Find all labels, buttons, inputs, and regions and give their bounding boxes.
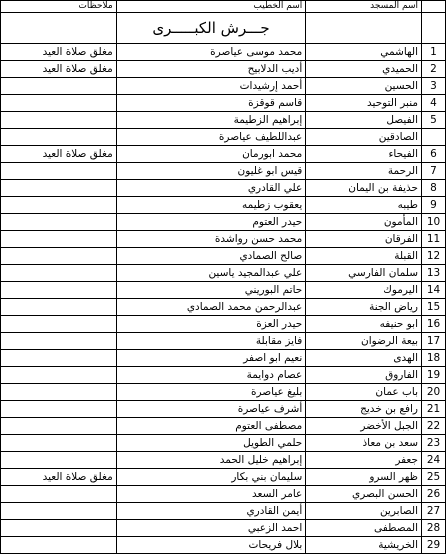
khatib-cell: علي عبدالمجيد ياسين (116, 265, 306, 282)
khatib-cell: بلال فريحات (116, 537, 306, 554)
notes-cell: مغلق صلاة العيد (1, 61, 117, 78)
notes-cell (1, 520, 117, 537)
notes-cell (1, 452, 117, 469)
mosque-cell: المصطفى (306, 520, 422, 537)
table-row (1, 95, 446, 112)
table-row (1, 401, 446, 418)
mosque-cell: الفيصل (306, 112, 422, 129)
table-row (1, 418, 446, 435)
area-title: جـــرش الكبـــــرى (116, 13, 306, 44)
khatib-cell: أحمد إرشيدات (116, 78, 306, 95)
table-row (1, 469, 446, 486)
header-notes: ملاحظات (1, 1, 117, 13)
mosque-cell: المأمون (306, 214, 422, 231)
notes-cell (1, 282, 117, 299)
mosque-cell: الهدى (306, 350, 422, 367)
table-row (1, 180, 446, 197)
notes-cell (1, 418, 117, 435)
mosque-cell: اليرموك (306, 282, 422, 299)
notes-cell (1, 486, 117, 503)
khatib-cell: حاتم البوريني (116, 282, 306, 299)
table-row (1, 384, 446, 401)
khatib-cell: علي القادري (116, 180, 306, 197)
notes-cell (1, 163, 117, 180)
number-cell: 19 (422, 367, 446, 384)
notes-cell (1, 180, 117, 197)
number-cell: 28 (422, 520, 446, 537)
mosque-cell: طيبه (306, 197, 422, 214)
khatib-cell: إبراهيم الزطيمة (116, 112, 306, 129)
khatib-cell: عامر السعد (116, 486, 306, 503)
notes-cell (1, 316, 117, 333)
khatib-cell: عصام دوايمة (116, 367, 306, 384)
table-row (1, 282, 446, 299)
number-cell: 11 (422, 231, 446, 248)
number-cell: 17 (422, 333, 446, 350)
mosque-cell: منبر التوحيد (306, 95, 422, 112)
mosque-cell: رياض الجنة (306, 299, 422, 316)
khatib-cell: حيدر العزة (116, 316, 306, 333)
notes-cell (1, 265, 117, 282)
mosque-cell: الهاشمي (306, 44, 422, 61)
number-cell: 12 (422, 248, 446, 265)
table-row (1, 503, 446, 520)
khatib-cell: حيدر العتوم (116, 214, 306, 231)
notes-cell (1, 503, 117, 520)
number-cell: 14 (422, 282, 446, 299)
khatib-cell: قاسم قوقزة (116, 95, 306, 112)
mosque-cell: ظهر السرو (306, 469, 422, 486)
table-row (1, 112, 446, 129)
khatib-cell: أديب الدلابيح (116, 61, 306, 78)
number-cell: 10 (422, 214, 446, 231)
khatib-cell: سليمان بني بكار (116, 469, 306, 486)
mosque-cell: ابو حنيفه (306, 316, 422, 333)
mosque-cell: القبلة (306, 248, 422, 265)
mosque-cell: بيعة الرضوان (306, 333, 422, 350)
mosque-cell: الحسين (306, 78, 422, 95)
title-number-cell (422, 13, 446, 44)
notes-cell (1, 231, 117, 248)
table-row (1, 197, 446, 214)
number-cell: 15 (422, 299, 446, 316)
number-cell: 23 (422, 435, 446, 452)
notes-cell (1, 333, 117, 350)
number-cell (422, 129, 446, 146)
notes-cell (1, 197, 117, 214)
table-row (1, 486, 446, 503)
notes-cell (1, 299, 117, 316)
title-mosque-cell (306, 13, 422, 44)
table-row (1, 520, 446, 537)
table-row (1, 367, 446, 384)
number-cell: 21 (422, 401, 446, 418)
khatib-cell: فايز مقابلة (116, 333, 306, 350)
notes-cell: مغلق صلاة العيد (1, 44, 117, 61)
notes-cell (1, 95, 117, 112)
khatib-cell: محمد موسى عياصرة (116, 44, 306, 61)
table-row (1, 350, 446, 367)
table-row (1, 78, 446, 95)
header-mosque: اسم المسجد (306, 1, 422, 13)
notes-cell: مغلق صلاة العيد (1, 469, 117, 486)
notes-cell (1, 214, 117, 231)
mosque-cell: الفرقان (306, 231, 422, 248)
number-cell: 20 (422, 384, 446, 401)
table-row (1, 299, 446, 316)
table-row (1, 129, 446, 146)
number-cell: 2 (422, 61, 446, 78)
khatib-cell: صالح الصمادي (116, 248, 306, 265)
notes-cell (1, 350, 117, 367)
header-khatib: اسم الخطيب (116, 1, 306, 13)
table-row (1, 333, 446, 350)
khatib-cell: مصطفى العتوم (116, 418, 306, 435)
notes-cell (1, 537, 117, 554)
number-cell: 9 (422, 197, 446, 214)
table-row (1, 163, 446, 180)
table-row (1, 265, 446, 282)
mosque-cell: حذيفة بن اليمان (306, 180, 422, 197)
khatib-cell: بليغ عياصرة (116, 384, 306, 401)
number-cell: 16 (422, 316, 446, 333)
number-cell: 18 (422, 350, 446, 367)
number-cell: 6 (422, 146, 446, 163)
khatib-cell: أشرف عياصرة (116, 401, 306, 418)
table-row (1, 435, 446, 452)
number-cell: 7 (422, 163, 446, 180)
table-row (1, 61, 446, 78)
number-cell: 13 (422, 265, 446, 282)
table-row (1, 231, 446, 248)
header-number (422, 1, 446, 13)
mosque-cell: الفيحاء (306, 146, 422, 163)
notes-cell (1, 129, 117, 146)
mosque-cell: الجبل الأخضر (306, 418, 422, 435)
mosque-cell: باب عمان (306, 384, 422, 401)
title-notes-cell (1, 13, 117, 44)
mosque-cell: الحميدي (306, 61, 422, 78)
mosque-cell: جعفر (306, 452, 422, 469)
notes-cell (1, 248, 117, 265)
mosque-cell: الصابرين (306, 503, 422, 520)
number-cell: 22 (422, 418, 446, 435)
table-row (1, 452, 446, 469)
khatib-cell: محمد حسن رواشدة (116, 231, 306, 248)
mosque-cell: الخريشية (306, 537, 422, 554)
notes-cell (1, 401, 117, 418)
mosque-cell: الفاروق (306, 367, 422, 384)
number-cell: 1 (422, 44, 446, 61)
table-row (1, 316, 446, 333)
mosque-cell: سلمان الفارسي (306, 265, 422, 282)
notes-cell (1, 112, 117, 129)
khatib-cell: حلمي الطويل (116, 435, 306, 452)
header-row (1, 1, 446, 13)
mosque-cell: الحسن البصري (306, 486, 422, 503)
number-cell: 3 (422, 78, 446, 95)
number-cell: 27 (422, 503, 446, 520)
number-cell: 5 (422, 112, 446, 129)
table-row (1, 44, 446, 61)
table-row (1, 146, 446, 163)
number-cell: 4 (422, 95, 446, 112)
title-row (1, 13, 446, 44)
notes-cell (1, 78, 117, 95)
mosque-cell: الصادقين (306, 129, 422, 146)
khatib-cell: احمد الزعبي (116, 520, 306, 537)
khatib-cell: محمد ابورمان (116, 146, 306, 163)
notes-cell: مغلق صلاة العيد (1, 146, 117, 163)
khatib-cell: عبدالرحمن محمد الصمادي (116, 299, 306, 316)
mosque-cell: رافع بن خديج (306, 401, 422, 418)
number-cell: 29 (422, 537, 446, 554)
number-cell: 25 (422, 469, 446, 486)
khatib-cell: نعيم ابو اصفر (116, 350, 306, 367)
notes-cell (1, 367, 117, 384)
khatib-cell: إبراهيم خليل الحمد (116, 452, 306, 469)
table-row (1, 537, 446, 554)
khatib-cell: يعقوب زطيمه (116, 197, 306, 214)
number-cell: 24 (422, 452, 446, 469)
table-row (1, 214, 446, 231)
number-cell: 26 (422, 486, 446, 503)
number-cell: 8 (422, 180, 446, 197)
khatib-cell: أيمن القادري (116, 503, 306, 520)
table-row (1, 248, 446, 265)
mosque-cell: سعد بن معاذ (306, 435, 422, 452)
mosque-cell: الرحمة (306, 163, 422, 180)
khatib-cell: قيس ابو غليون (116, 163, 306, 180)
notes-cell (1, 435, 117, 452)
notes-cell (1, 384, 117, 401)
khatib-cell: عبداللطيف عياصرة (116, 129, 306, 146)
